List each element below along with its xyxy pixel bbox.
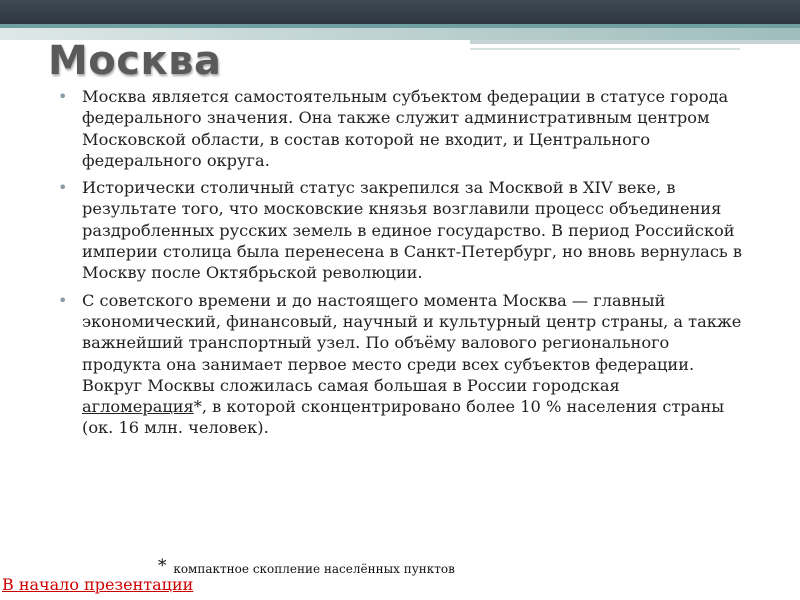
bullet-text: *, в которой сконцентрировано более 10 % населения страны (ок. 16 млн. человек).	[82, 397, 725, 438]
bullet-dot-icon: •	[58, 87, 68, 106]
bullet-dot-icon: •	[58, 290, 68, 310]
decorative-line	[470, 48, 740, 50]
decorative-line	[470, 40, 800, 44]
footnote-text: компактное скопление населённых пунктов	[173, 562, 455, 576]
agglomeration-term: агломерация	[82, 397, 194, 417]
bullet-item	[58, 86, 748, 171]
footnote	[158, 556, 455, 576]
bullet-item	[58, 290, 748, 439]
slide-title: Москва	[48, 38, 222, 84]
bullet-text: С советского времени и до настоящего момента Москва — главный экономический, финансовый, научный и культурный центр страны, а также важнейший транспортный узел. По объёму валового регионального продукта она занимает первое место среди всех субъектов федерации. Вокруг Москвы сложилась самая большая в России городская	[82, 290, 742, 395]
bullet-text: Исторически столичный статус закрепился за Москвой в XIV веке, в результате того, что московские князья возглавили процесс объединения раздробленных русских земель в единое государство. В период Российской империи столица была перенесена в Санкт-Петербург, но вновь вернулась в Москву после Октябрьской революции.	[82, 178, 742, 283]
back-to-start-link[interactable]: В начало презентации	[2, 575, 194, 594]
footnote-marker: *	[158, 556, 167, 576]
bullet-list	[58, 86, 748, 445]
bullet-text: Москва является самостоятельным субъектом федерации в статусе города федерального значения. Она также служит административным центром Московской области, в состав которой не входит, и Центрального федерального округа.	[82, 87, 729, 170]
bullet-dot-icon: •	[58, 178, 68, 198]
top-dark-bar	[0, 0, 800, 24]
bullet-item	[58, 177, 748, 283]
